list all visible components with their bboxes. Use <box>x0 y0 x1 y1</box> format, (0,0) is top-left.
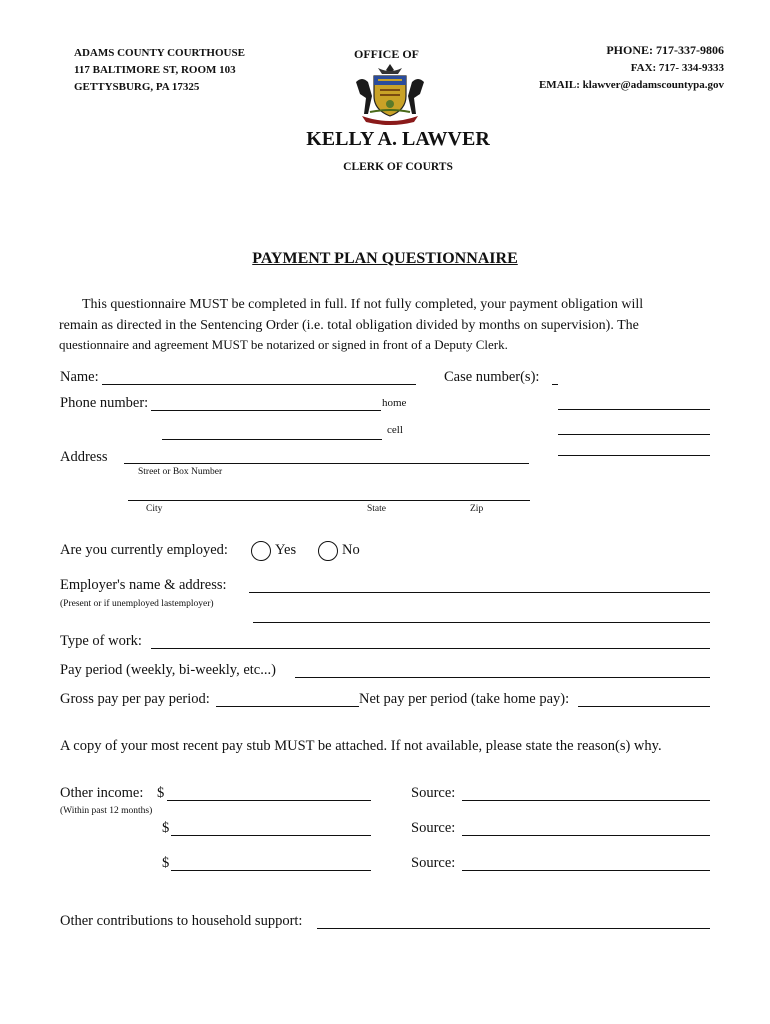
pay-stub-note: A copy of your most recent pay stub MUST be attached. If not available, please state the reason(s) why. <box>60 738 662 754</box>
cell-label: cell <box>387 424 403 436</box>
dollar-sign-1: $ <box>157 785 165 801</box>
office-of-label: OFFICE OF <box>354 47 419 61</box>
courthouse-address-line3: GETTYSBURG, PA 17325 <box>74 81 200 93</box>
source-field-1[interactable] <box>462 800 710 801</box>
name-field[interactable] <box>102 384 416 385</box>
fax-contact: FAX: 717- 334-9333 <box>630 62 724 74</box>
employer-label: Employer's name & address: <box>60 577 227 593</box>
name-label: Name: <box>60 369 99 385</box>
employer-field-2[interactable] <box>253 622 710 623</box>
case-number-field-4[interactable] <box>558 455 710 456</box>
phone-contact: PHONE: 717-337-9806 <box>606 43 724 57</box>
other-income-amount-3[interactable] <box>171 870 371 871</box>
phone-cell-field[interactable] <box>162 439 382 440</box>
gross-pay-field[interactable] <box>216 706 359 707</box>
contributions-label: Other contributions to household support: <box>60 913 303 929</box>
employed-no-radio[interactable] <box>318 541 338 561</box>
courthouse-address-line1: ADAMS COUNTY COURTHOUSE <box>74 47 245 59</box>
email-contact: EMAIL: klawver@adamscountypa.gov <box>538 79 724 91</box>
courthouse-address-line2: 117 BALTIMORE ST, ROOM 103 <box>74 64 236 76</box>
city-state-zip-field[interactable] <box>128 500 530 501</box>
city-label: City <box>146 504 163 514</box>
employer-note: (Present or if unemployed lastemployer) <box>60 599 214 609</box>
phone-home-field[interactable] <box>151 410 381 411</box>
source-label-3: Source: <box>411 855 456 871</box>
case-number-field-3[interactable] <box>558 434 710 435</box>
case-number-field[interactable] <box>552 384 558 385</box>
street-label: Street or Box Number <box>138 467 223 477</box>
type-of-work-label: Type of work: <box>60 633 142 649</box>
source-label-1: Source: <box>411 785 456 801</box>
source-field-2[interactable] <box>462 835 710 836</box>
pay-period-field[interactable] <box>295 677 710 678</box>
form-heading: PAYMENT PLAN QUESTIONNAIRE <box>252 250 518 267</box>
dollar-sign-3: $ <box>162 855 170 871</box>
state-label: State <box>367 504 386 514</box>
type-of-work-field[interactable] <box>151 648 710 649</box>
employed-yes-label: Yes <box>275 542 297 558</box>
phone-number-label: Phone number: <box>60 395 149 411</box>
employed-no-label: No <box>342 542 360 558</box>
pay-period-label: Pay period (weekly, bi-weekly, etc...) <box>60 662 276 678</box>
intro-line-3: questionnaire and agreement MUST be notarized or signed in front of a Deputy Clerk. <box>59 337 508 352</box>
contributions-field[interactable] <box>317 928 710 929</box>
employed-label: Are you currently employed: <box>60 542 228 558</box>
street-field[interactable] <box>124 463 529 464</box>
intro-line-1: This questionnaire MUST be completed in full. If not fully completed, your payment obligation will <box>82 297 644 312</box>
gross-pay-label: Gross pay per pay period: <box>60 691 210 707</box>
intro-line-2: remain as directed in the Sentencing Order (i.e. total obligation divided by months on supervision). The <box>59 318 639 333</box>
dollar-sign-2: $ <box>162 820 170 836</box>
other-income-label: Other income: <box>60 785 144 801</box>
address-label: Address <box>60 449 108 465</box>
other-income-note: (Within past 12 months) <box>60 806 153 816</box>
other-income-amount-1[interactable] <box>167 800 371 801</box>
home-label: home <box>382 397 407 409</box>
case-number-field-2[interactable] <box>558 409 710 410</box>
other-income-amount-2[interactable] <box>171 835 371 836</box>
employer-field-1[interactable] <box>249 592 710 593</box>
case-number-label: Case number(s): <box>444 369 540 385</box>
employed-yes-radio[interactable] <box>251 541 271 561</box>
clerk-title: CLERK OF COURTS <box>343 161 453 173</box>
net-pay-field[interactable] <box>578 706 710 707</box>
pennsylvania-seal-icon <box>350 62 430 126</box>
net-pay-label: Net pay per period (take home pay): <box>359 691 570 707</box>
source-field-3[interactable] <box>462 870 710 871</box>
clerk-name: KELLY A. LAWVER <box>306 128 490 150</box>
source-label-2: Source: <box>411 820 456 836</box>
zip-label: Zip <box>470 504 484 514</box>
